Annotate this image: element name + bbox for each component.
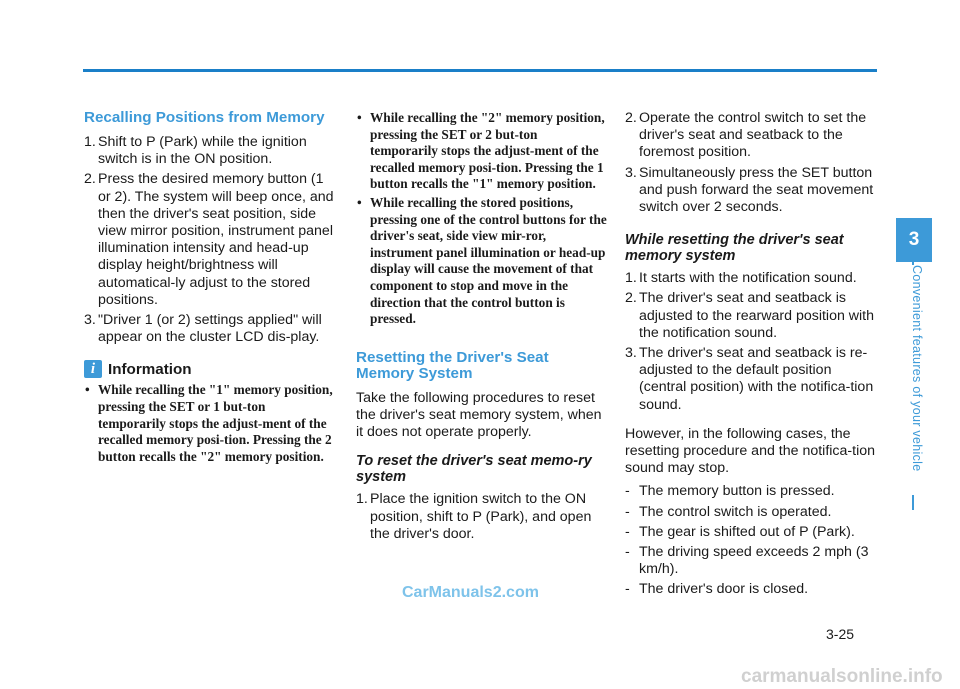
list-item: - The control switch is operated.	[625, 503, 832, 520]
list-item: 1. It starts with the notification sound.	[625, 270, 857, 287]
middle-column	[356, 110, 608, 549]
list-item: 1. Shift to P (Park) while the ignition switch is in the ON position.	[84, 134, 307, 168]
list-item: 3. "Driver 1 (or 2) settings applied" will appear on the cluster LCD dis-play.	[84, 312, 322, 346]
top-rule	[83, 69, 877, 72]
page-number: 3-25	[826, 626, 855, 642]
list-item: - The driving speed exceeds 2 mph (3 km/h).	[625, 544, 869, 578]
information-header	[84, 360, 336, 378]
subheading-while-resetting: While resetting the driver's seat memory system	[625, 232, 844, 265]
chapter-title: Convenient features of your vehicle	[906, 265, 924, 495]
left-column	[84, 110, 336, 471]
list-item: 1. Place the ignition switch to the ON position, shift to P (Park), and open the driver's door.	[356, 491, 592, 542]
reset-intro: Take the following procedures to reset the driver's seat memory system, when it does not operate properly.	[356, 389, 602, 441]
list-item: • While recalling the "2" memory position, pressing the SET or 2 but-ton temporarily stops the adjust-ment of the recalled memory posi-tion. Pressing the 1 button recalls the "1" memory position.	[357, 110, 605, 192]
cases-intro: However, in the following cases, the resetting procedure and the notifica-tion sound may stop.	[625, 425, 876, 477]
cases-list	[625, 483, 879, 598]
information-bullets	[84, 382, 336, 465]
footer-watermark: carmanualsonline.info	[741, 666, 943, 687]
list-item: - The memory button is pressed.	[625, 483, 835, 500]
information-title: Information	[108, 360, 192, 378]
list-item: - The driver's door is closed.	[625, 581, 809, 598]
reset-steps	[356, 491, 608, 543]
site-watermark: CarManuals2.com	[402, 584, 539, 601]
list-item: 3. Simultaneously press the SET button and push forward the seat movement switch over 2 seconds.	[625, 164, 874, 216]
right-column	[625, 110, 879, 605]
subheading-to-reset: To reset the driver's seat memo-ry system	[356, 453, 592, 486]
section-heading-resetting: Resetting the Driver's Seat Memory System	[356, 348, 549, 382]
list-item: • While recalling the stored positions, pressing one of the control buttons for the driver's seat, side view mir-ror, instrument panel illumination or head-up display will cause the movement of that component to stop and move in the direction that the control button is pressed.	[357, 194, 607, 327]
section-heading-recalling: Recalling Positions from Memory	[84, 109, 325, 126]
info-icon: i	[84, 360, 102, 378]
recall-steps	[84, 134, 336, 346]
list-item: 3. The driver's seat and seatback is re-adjusted to the default position (central position) with the notifica-tion sound.	[625, 345, 874, 413]
list-item: 2. Press the desired memory button (1 or 2). The system will beep once, and then the driver's seat position, side view mirror position, instrument panel illumination intensity and head-up display height/brightness will automatical-ly adjust to the stored positions.	[84, 171, 334, 308]
reset-steps-continued	[625, 110, 879, 216]
information-bullets-continued	[356, 110, 608, 328]
while-resetting-steps	[625, 270, 879, 414]
list-item: • While recalling the "1" memory position, pressing the SET or 1 but-ton temporarily stops the adjust-ment of the recalled memory posi-tion. Pressing the 2 button recalls the "2" memory position.	[85, 382, 333, 464]
list-item: - The gear is shifted out of P (Park).	[625, 523, 855, 540]
list-item: 2. Operate the control switch to set the driver's seat and seatback to the foremost position.	[625, 110, 867, 161]
chapter-tab: 3	[896, 218, 932, 262]
list-item: 2. The driver's seat and seatback is adjusted to the rearward position with the notification sound.	[625, 290, 875, 341]
